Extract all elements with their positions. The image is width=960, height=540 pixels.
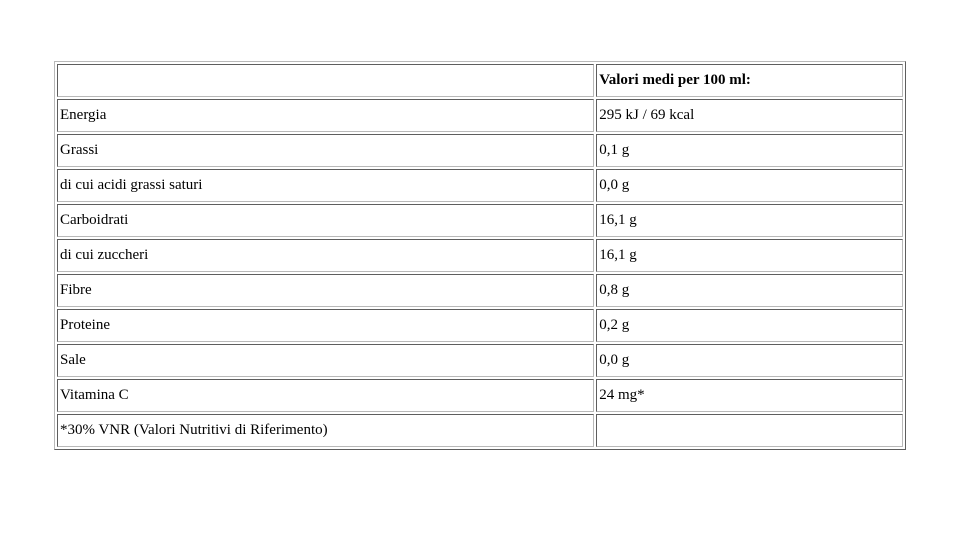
nutrient-name-cell: di cui acidi grassi saturi <box>57 169 594 202</box>
table-row <box>57 204 903 237</box>
table-row <box>57 99 903 132</box>
table-row <box>57 414 903 447</box>
nutrient-value-cell: 0,1 g <box>596 134 903 167</box>
table-row <box>57 134 903 167</box>
nutrient-value-cell: 24 mg* <box>596 379 903 412</box>
table-row <box>57 344 903 377</box>
nutrient-name-cell: Proteine <box>57 309 594 342</box>
nutrition-table <box>54 61 906 450</box>
nutrient-name-cell: Energia <box>57 99 594 132</box>
table-row <box>57 169 903 202</box>
nutrient-name-cell: Sale <box>57 344 594 377</box>
table-row <box>57 379 903 412</box>
table-header-row <box>57 64 903 97</box>
nutrient-name-cell: di cui zuccheri <box>57 239 594 272</box>
nutrient-name-cell: Fibre <box>57 274 594 307</box>
footnote-cell: *30% VNR (Valori Nutritivi di Riferimento) <box>57 414 594 447</box>
nutrient-value-cell: 0,0 g <box>596 344 903 377</box>
table-row <box>57 239 903 272</box>
nutrient-value-cell: 0,8 g <box>596 274 903 307</box>
nutrient-value-cell: 295 kJ / 69 kcal <box>596 99 903 132</box>
table-row <box>57 274 903 307</box>
nutrient-value-cell: 16,1 g <box>596 239 903 272</box>
table-row <box>57 309 903 342</box>
nutrient-name-cell: Carboidrati <box>57 204 594 237</box>
nutrient-name-cell: Vitamina C <box>57 379 594 412</box>
nutrient-value-cell: 0,2 g <box>596 309 903 342</box>
nutrient-name-cell: Grassi <box>57 134 594 167</box>
nutrient-value-cell: 0,0 g <box>596 169 903 202</box>
empty-value-cell <box>596 414 903 447</box>
header-name-cell <box>57 64 594 97</box>
header-value-cell: Valori medi per 100 ml: <box>596 64 903 97</box>
nutrient-value-cell: 16,1 g <box>596 204 903 237</box>
